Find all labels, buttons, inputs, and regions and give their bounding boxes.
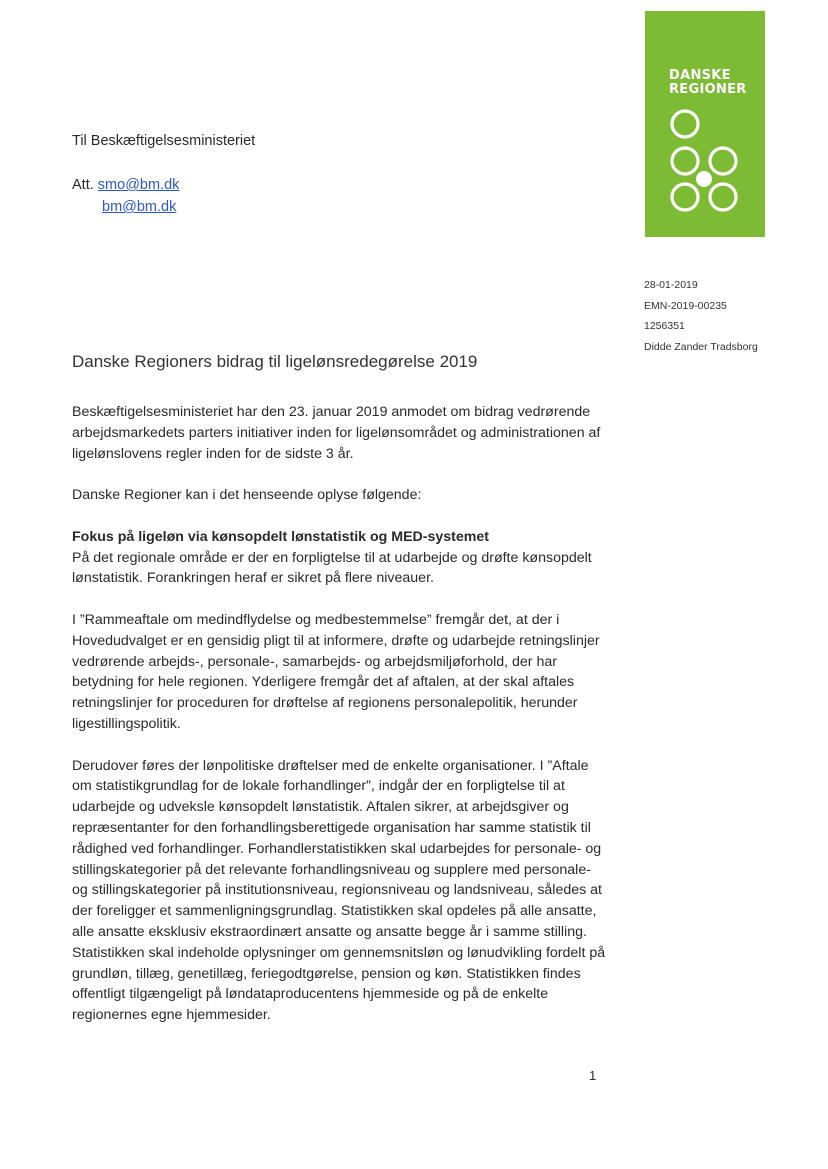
paragraph: Danske Regioner kan i det henseende oplyse følgende:	[72, 487, 422, 504]
paragraph: I ”Rammeaftale om medindflydelse og medbestemmelse” fremgår det, at der i Hovedudvalget er en gensidig pligt til at informere, drøfte og udarbejde retningslinjer vedrørende arbejds-, personale-, samarbejds- og arbejdsmiljøforhold, der har betydning for hele regionen. Yderligere fremgår det af aftalen, at der skal aftales retningslinjer for proceduren for drøftelse af regionens personalepolitik, herunder ligestillingspolitik.	[72, 611, 600, 732]
attention-line	[72, 174, 255, 196]
logo-text	[669, 69, 747, 97]
att-label: Att.	[72, 177, 94, 193]
document-title: Danske Regioners bidrag til ligelønsredegørelse 2019	[72, 352, 478, 371]
document-number: 1256351	[644, 320, 685, 332]
author-name: Didde Zander Tradsborg	[644, 340, 758, 353]
document-metadata	[644, 275, 758, 357]
paragraph: Beskæftigelsesministeriet har den 23. januar 2019 anmodet om bidrag vedrørende arbejdsmarkedets parters initiativer inden for ligelønsområdet og administrationen af ligelønslovens regler inden for de sidste 3 år.	[72, 404, 601, 462]
email-link-bm[interactable]: bm@bm.dk	[102, 199, 177, 215]
attention-line-2	[72, 196, 255, 218]
logo-rings-icon	[665, 109, 747, 219]
email-link-smo[interactable]: smo@bm.dk	[97, 177, 180, 193]
recipient-block	[72, 130, 255, 218]
paragraph: På det regionale område er der en forpligtelse til at udarbejde og drøfte kønsopdelt lønstatistik. Forankringen heraf er sikret på flere niveauer.	[72, 549, 592, 587]
section-heading: Fokus på ligeløn via kønsopdelt lønstatistik og MED-systemet	[72, 528, 490, 545]
paragraph: Derudover føres der lønpolitiske drøftelser med de enkelte organisationer. I ”Aftale om statistikgrundlag for de lokale forhandlinger”, indgår der en forpligtelse til at udarbejde og udveksle kønsopdelt lønstatistik. Aftalen sikrer, at arbejdsgiver og repræsentanter for den forhandlingsberettigede organisation har samme statistik til rådighed ved forhandlinger. Forhandlerstatistikken skal udarbejdes for personale- og stillingskategorier på det relevante forhandlingsniveau og supplere med personale- og stillingskategorier på institutionsniveau, regionsniveau og landsniveau, således at der foreligger et sammenligningsgrundlag. Statistikken skal opdeles på alle ansatte, alle ansatte eksklusiv ekstraordinært ansatte og ansatte begge år i samme stilling. Statistikken skal indeholde oplysninger om gennemsnitsløn og lønudvikling fordelt på grundløn, tillæg, genetillæg, feriegodtgørelse, pension og køn. Statistikken findes offentligt tilgængeligt på løndataproducentens hjemmeside og på de enkelte regionernes egne hjemmesider.	[72, 757, 606, 1024]
section	[72, 527, 608, 589]
page-number: 1	[589, 1068, 597, 1083]
recipient-name: Til Beskæftigelsesministeriet	[72, 133, 256, 149]
document-date: 28-01-2019	[644, 279, 698, 291]
document-body	[72, 402, 608, 1047]
case-number: EMN-2019-00235	[644, 299, 727, 312]
danske-regioner-logo	[645, 11, 765, 237]
logo-line-2: REGIONER	[669, 82, 747, 97]
logo-line-1: DANSKE	[669, 68, 731, 83]
